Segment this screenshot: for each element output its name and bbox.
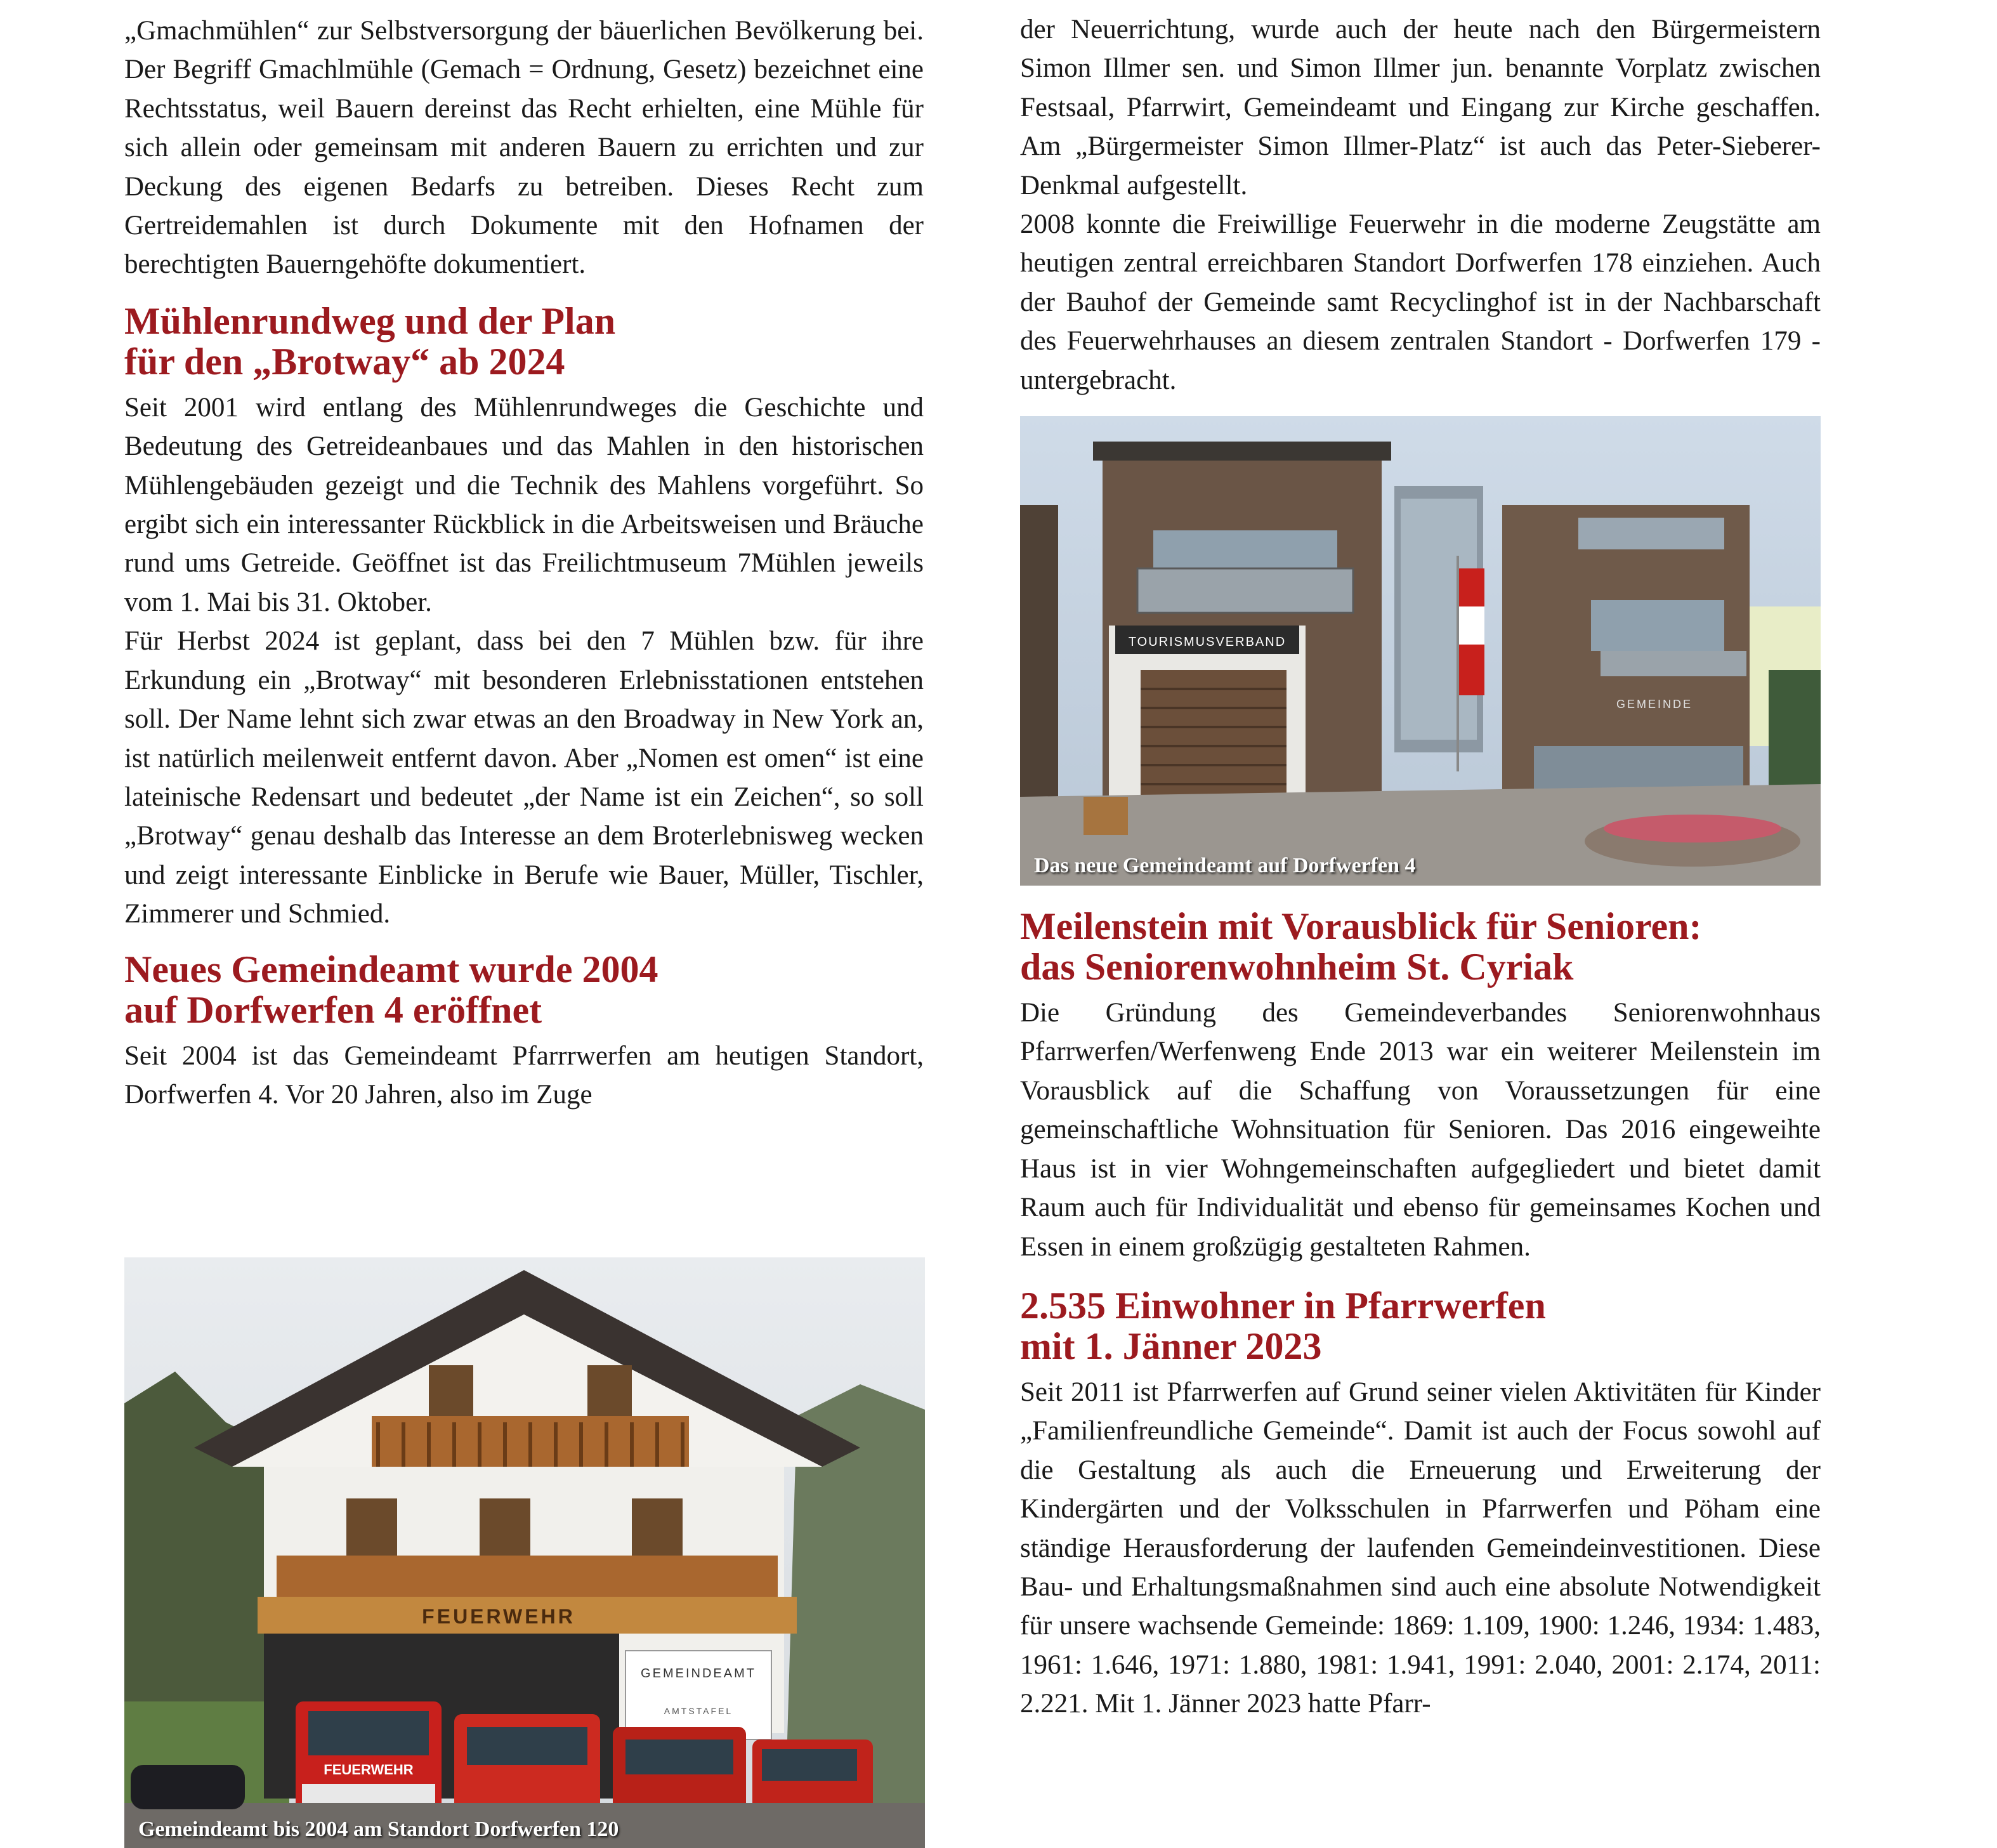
photo-old-gemeindeamt [124,1257,925,1848]
heading-line: für den „Brotway“ ab 2024 [124,340,565,383]
photo-new-gemeindeamt [1020,416,1821,886]
sign-feuerwehr: FEUERWEHR [422,1605,575,1628]
sign-tourismusverband: TOURISMUSVERBAND [1128,635,1287,650]
paragraph-intro: „Gmachmühlen“ zur Selbstversorgung der bäuerlichen Bevölkerung bei. Der Begriff Gmachlmühle (Gemach = Ordnung, Gesetz) bezeichnet eine Rechtsstatus, weil Bauern dereinst das Recht erhielten, eine Mühle für sich allein oder gemeinsam mit anderen Bauern zu errichten und zur Deckung des eigenen Bedarfs zu betreiben. Dieses Recht zum Gertreidemahlen ist durch Dokumente mit den Hofnamen der berechtigten Bauerngehöfte dokumentiert. [124,16,924,280]
sign-gemeinde: GEMEINDE [1616,698,1693,711]
heading-muehlenrundweg [124,301,924,382]
paragraph-einwohner: Seit 2011 ist Pfarrwerfen auf Grund seiner vielen Aktivitäten für Kinder „Familienfreundliche Gemeinde“. Damit ist auch der Focus sowohl auf die Gestaltung als auch die Erneuerung und Erweiterung der Kindergärten und der Volksschulen in Pfarrwerfen und Pöham eine ständige Herausforderung der laufenden Gemeindeinvestitionen. Diese Bau- und Erhaltungsmaßnahmen sind auch eine absolute Notwendigkeit für unsere wachsende Gemeinde: 1869: 1.109, 1900: 1.246, 1934: 1.483, 1961: 1.646, 1971: 1.880, 1981: 1.941, 1991: 2.040, 2001: 2.174, 2011: 2.221. Mit 1. Jänner 2023 hatte Pfarr- [1020,1377,1821,1719]
photo-caption-old: Gemeindeamt bis 2004 am Standort Dorfwerfen 120 [138,1818,619,1841]
heading-line: Neues Gemeindeamt wurde 2004 [124,948,658,990]
heading-line: 2.535 Einwohner in Pfarrwerfen [1020,1284,1546,1327]
paragraph-senioren: Die Gründung des Gemeindeverbandes Seniorenwohnhaus Pfarrwerfen/Werfenweng Ende 2013 war ein weiterer Meilenstein im Vorausblick auf die Schaffung von Voraussetzungen für eine gemeinschaftliche Wohnsituation für Senioren. Das 2016 eingeweihte Haus ist in vier Wohngemeinschaften aufgegliedert und bietet damit Raum auch für Individualität und ebenso für gemeinsames Kochen und Essen in einem großzügig gestalteten Rahmen. [1020,998,1821,1262]
sign-gemeindeamt: GEMEINDEAMT [641,1667,756,1681]
heading-line: auf Dorfwerfen 4 eröffnet [124,988,542,1031]
photo-old-illustration [124,1257,925,1848]
left-column [124,0,924,1841]
paragraph-continued-1: der Neuerrichtung, wurde auch der heute nach den Bürgermeistern Simon Illmer sen. und Simon Illmer jun. benannte Vorplatz zwischen Festsaal, Pfarrwirt, Gemeindeamt und Eingang zur Kirche geschaffen. Am „Bürgermeister Simon Illmer-Platz“ ist auch das Peter-Sieberer-Denkmal aufgestellt. [1020,15,1821,200]
paragraph-muehlen-1: Seit 2001 wird entlang des Mühlenrundweges die Geschichte und Bedeutung des Getreideanbaues und das Mahlen in den historischen Mühlengebäuden gezeigt und die Technik des Mahlens vorgeführt. So ergibt sich ein interessanter Rückblick in die Arbeitsweisen und Bräuche rund ums Getreide. Geöffnet ist das Freilichtmuseum 7Mühlen jeweils vom 1. Mai bis 31. Oktober. [124,392,924,617]
paragraph-muehlen-2: Für Herbst 2024 ist geplant, dass bei den 7 Mühlen bzw. für ihre Erkundung ein „Brotway“ mit besonderen Erlebnisstationen entstehen soll. Der Name lehnt sich zwar etwas an den Broadway in New York an, ist natürlich meilenweit entfernt davon. Aber „Nomen est omen“ ist eine lateinische Redensart und bedeutet „der Name ist ein Zeichen“, so soll „Brotway“ genau deshalb das Interesse an dem Broterlebnisweg wecken und zeigt interessante Einblicke in Berufe wie Bauer, Müller, Tischler, Zimmerer und Schmied. [124,626,924,929]
truck-label: FEUERWEHR [324,1762,414,1778]
heading-gemeindeamt [124,949,924,1030]
heading-line: Mühlenrundweg und der Plan [124,299,616,342]
sign-amtstafel: AMTSTAFEL [664,1706,733,1716]
heading-line: das Seniorenwohnheim St. Cyriak [1020,946,1574,988]
heading-senioren [1020,906,1821,987]
heading-line: Meilenstein mit Vorausblick für Senioren: [1020,905,1702,948]
paragraph-continued-2: 2008 konnte die Freiwillige Feuerwehr in die moderne Zeugstätte am heutigen zentral erreichbaren Standort Dorfwerfen 178 einziehen. Auch der Bauhof der Gemeinde samt Recyclinghof ist in der Nachbarschaft des Feuerwehrhauses an diesem zentralen Standort - Dorfwerfen 179 - untergebracht. [1020,209,1821,395]
right-column [1020,0,1821,1724]
paragraph-gemeindeamt: Seit 2004 ist das Gemeindeamt Pfarrrwerfen am heutigen Standort, Dorfwerfen 4. Vor 20 Jahren, also im Zuge [124,1040,924,1110]
heading-line: mit 1. Jänner 2023 [1020,1325,1322,1367]
photo-new-illustration [1020,416,1821,886]
heading-einwohner [1020,1285,1821,1366]
photo-caption-new: Das neue Gemeindeamt auf Dorfwerfen 4 [1034,854,1416,878]
